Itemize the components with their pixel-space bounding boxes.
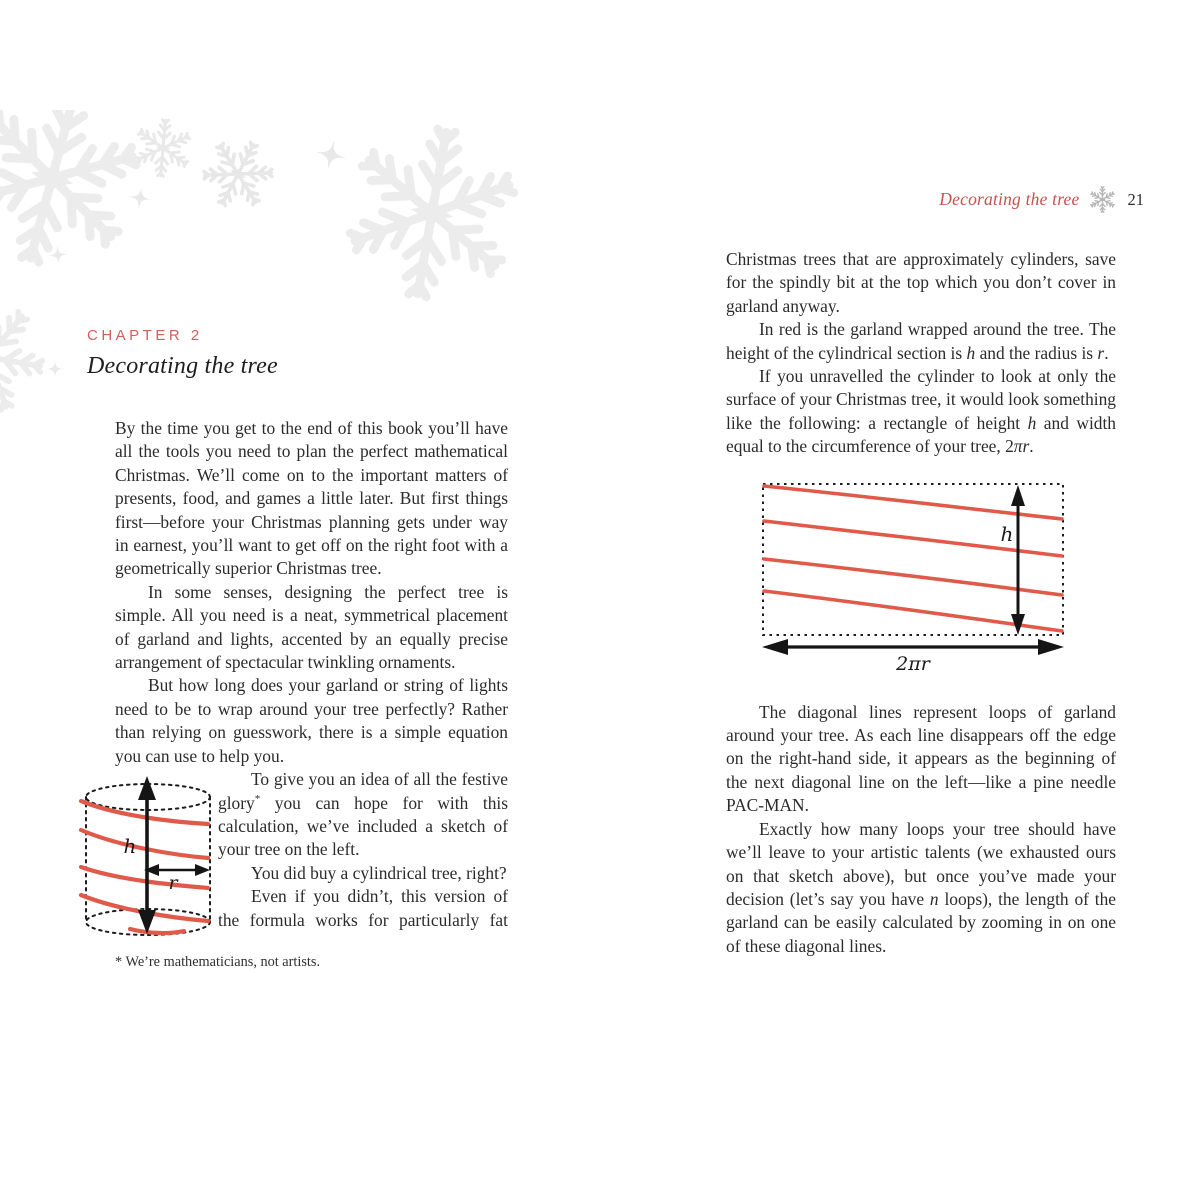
footnote-marker: * — [254, 792, 261, 805]
snowflake-icon — [0, 288, 56, 426]
paragraph: In some senses, designing the perfect tree is simple. All you need is a neat, symmetrical placement of garland and lights, accented by an equally precise arrangement of spectacular twinkling ornaments. — [115, 581, 508, 673]
math-variable: r — [1097, 342, 1105, 363]
cylinder-tree-figure — [78, 770, 218, 942]
snowflake-icon — [0, 110, 153, 281]
paragraph-text: To give you an idea of all the festive glory — [218, 769, 508, 813]
paragraph-text: . — [1104, 342, 1109, 363]
snowflake-icon — [193, 129, 283, 220]
height-arrow — [138, 776, 156, 934]
paragraph-text: If you unravelled the cylinder to look at only the surface of your Christmas tree, it would look something like the following: a rectangle of height — [726, 366, 1116, 433]
paragraph: You did buy a cylindrical tree, right? — [251, 862, 507, 883]
paragraph — [726, 365, 1116, 459]
snowflake-icon — [337, 116, 526, 309]
math-variable: h — [1027, 412, 1037, 433]
snowflake-icon — [1089, 186, 1116, 213]
paragraph-text: and width equal to the circumference of your tree, 2 — [726, 412, 1116, 457]
left-page-body — [115, 417, 508, 975]
paragraph-text: and the radius is — [975, 342, 1098, 363]
math-variable: πr — [1013, 436, 1030, 457]
paragraph-text: Exactly how many loops your tree should have we’ll leave to your artistic talents (we exhausted ours on that sketch above), but once you’ve made your decision (let’s say you have — [726, 818, 1116, 909]
running-head — [726, 186, 1144, 213]
paragraph-text: . — [1029, 436, 1034, 457]
height-label: h — [123, 834, 137, 859]
paragraph-text: loops), the length of the garland can be easily calculated by zooming in on one of these diagonal lines. — [726, 888, 1116, 956]
paragraph — [726, 818, 1116, 958]
paragraph-text: In red is the garland wrapped around the tree. The height of the cylindrical section is — [726, 319, 1116, 363]
radius-label: r — [168, 872, 178, 895]
chapter-heading — [87, 327, 517, 380]
sparkle-icon — [312, 136, 350, 174]
paragraph: Even if you didn’t, this version of the formula works for particularly fat — [218, 886, 508, 930]
math-variable: n — [929, 888, 939, 909]
footnote: * We’re mathematicians, not artists. — [115, 954, 321, 971]
chapter-number-label: CHAPTER 2 — [87, 327, 203, 344]
height-arrow — [1011, 485, 1025, 635]
paragraph: But how long does your garland or string of lights need to be to wrap around your tree perfectly? Rather than relying on guesswork, there is a simple equation you can use to help you. — [115, 675, 508, 766]
sparkle-icon — [46, 360, 64, 378]
unrolled-cylinder-figure — [758, 479, 1116, 675]
paragraph — [726, 318, 1116, 365]
height-label: h — [1000, 521, 1014, 546]
paragraph-text: you can hope for with this calculation, we’ve included a sketch of your tree on the left. — [218, 792, 508, 860]
snowflake-icon — [133, 118, 193, 179]
paragraph: The diagonal lines represent loops of garland around your tree. As each line disappears off the edge on the right-hand side, it appears as the beginning of the next diagonal line on the left—like a pine needle PAC-MAN. — [726, 701, 1116, 816]
running-head-title: Decorating the tree — [939, 189, 1080, 209]
circumference-label: 2πr — [896, 652, 930, 675]
paragraph: Christmas trees that are approximately cylinders, save for the spindly bit at the top which you don’t cover in garland anyway. — [726, 249, 1116, 316]
math-variable: h — [966, 342, 976, 363]
paragraph: By the time you get to the end of this book you’ll have all the tools you need to plan the perfect mathematical Christmas. We’ll come on to the important matters of presents, food, and games a little later. But first things first—before your Christmas planning gets under way in earnest, you’ll want to get off on the right foot with a geometrically superior Christmas tree. — [115, 418, 508, 579]
chapter-title: Decorating the tree — [87, 353, 278, 379]
sparkle-icon — [47, 244, 69, 266]
sparkle-icon — [127, 185, 153, 211]
page-number: 21 — [1127, 189, 1144, 209]
right-page-body — [726, 248, 1116, 958]
